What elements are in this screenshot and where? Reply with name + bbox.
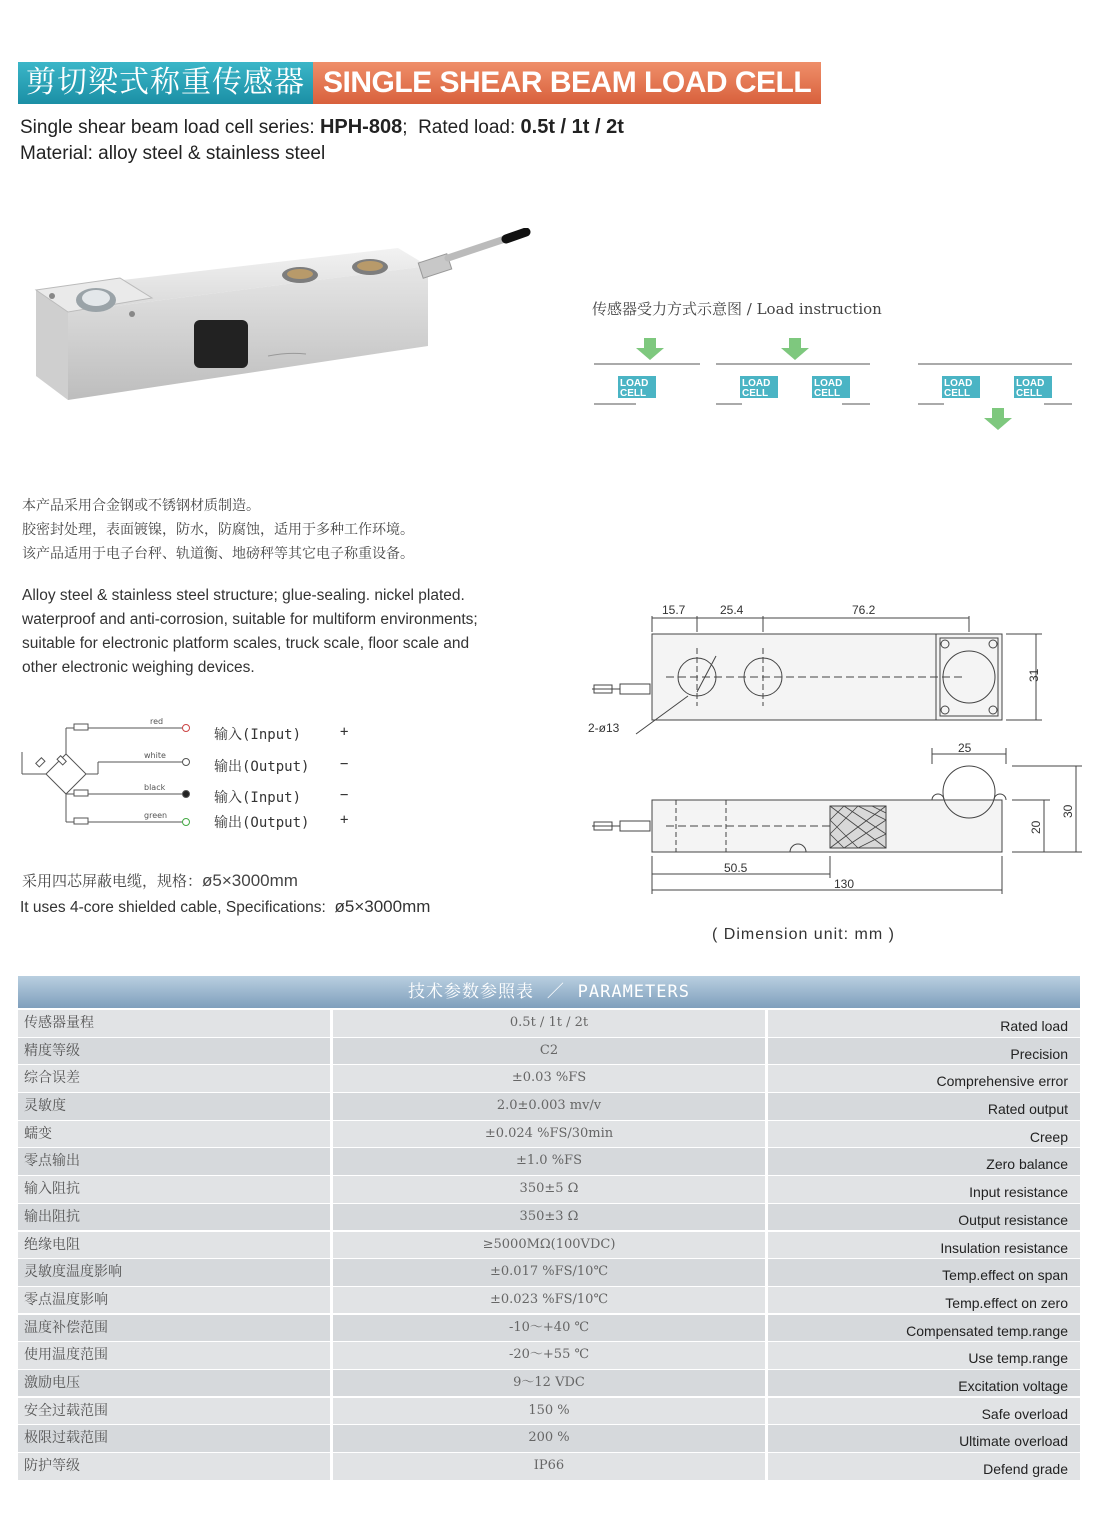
rated-value: 0.5t / 1t / 2t [520,116,624,138]
load-cell-label: LOAD [1016,378,1045,389]
load-arrow-icon [984,408,1012,430]
dimension-drawing [576,596,1088,898]
wire-label: 输入(Input) [214,727,302,743]
table-row: 精度等级 C2 Precision [18,1038,1080,1065]
table-row: 安全过载范围 150 % Safe overload [18,1398,1080,1425]
table-row: 输出阻抗 350±3 Ω Output resistance [18,1204,1080,1231]
product-photo [28,228,548,428]
table-row: 防护等级 IP66 Defend grade [18,1453,1080,1480]
load-cell-label: CELL [620,388,647,399]
dim-label: 15.7 [662,603,686,617]
table-row: 灵敏度 2.0±0.003 mv/v Rated output [18,1093,1080,1120]
title-cn: 剪切梁式称重传感器 [18,62,313,104]
load-arrow-icon [781,338,809,360]
table-row: 使用温度范围 -20～+55 ℃ Use temp.range [18,1342,1080,1369]
cable-en: It uses 4-core shielded cable, Specifications: ø5×3000mm [20,897,431,916]
wire-sign: + [340,724,349,740]
load-cell-label: CELL [814,388,841,399]
dim-label: 31 [1027,668,1041,682]
dim-label: 2-ø13 [588,721,620,735]
wire-color-label: green [144,811,168,820]
table-row: 绝缘电阻 ≥5000MΩ(100VDC) Insulation resistance [18,1232,1080,1259]
title-en: SINGLE SHEAR BEAM LOAD CELL [313,62,821,104]
load-cell-label: LOAD [944,378,973,389]
dim-label: 25 [958,741,972,755]
description-cn: 本产品采用合金钢或不锈钢材质制造。 胶密封处理，表面镀镍，防水，防腐蚀，适用于多种工作环境。 该产品适用于电子台秤、轨道衡、地磅秤等其它电子称重设备。 [22,498,414,562]
wire-color-label: black [144,783,166,792]
series-label: Single shear beam load cell series: [20,117,315,138]
table-row: 极限过载范围 200 % Ultimate overload [18,1425,1080,1452]
load-instruction-diagram [588,330,1088,440]
wire-color-label: white [144,751,166,760]
dimension-unit: ( Dimension unit: mm ) [712,926,895,943]
table-row: 输入阻抗 350±5 Ω Input resistance [18,1176,1080,1203]
material-line: Material: alloy steel & stainless steel [20,143,326,164]
table-row: 传感器量程 0.5t / 1t / 2t Rated load [18,1010,1080,1037]
load-cell-label: CELL [944,388,971,399]
series-sep: ; [402,117,408,138]
load-cell-label: LOAD [742,378,771,389]
table-row: 零点输出 ±1.0 %FS Zero balance [18,1148,1080,1175]
page-title [18,62,821,104]
dim-label: 76.2 [852,603,876,617]
load-arrow-icon [636,338,664,360]
wire-color-label: red [150,717,164,726]
series-line [20,116,624,139]
table-row: 蠕变 ±0.024 %FS/30min Creep [18,1121,1080,1148]
load-cell-label: LOAD [814,378,843,389]
dim-label: 130 [834,877,855,891]
dim-label: 25.4 [720,603,744,617]
load-cell-label: LOAD [620,378,649,389]
description-en: Alloy steel & stainless steel structure; glue-sealing. nickel plated. waterproof and anti-corrosion, suitable for multiform environments; suitable for electronic platform scales, truck scale, floor scale and other electronic weighing devices. [22,587,478,676]
table-row: 温度补偿范围 -10～+40 ℃ Compensated temp.range [18,1315,1080,1342]
table-row: 综合误差 ±0.03 %FS Comprehensive error [18,1065,1080,1092]
cable-cn: 采用四芯屏蔽电缆，规格：ø5×3000mm [22,871,298,890]
dim-label: 30 [1061,804,1075,818]
wire-sign: + [340,812,349,828]
rated-label: Rated load: [418,117,516,138]
wire-label: 输出(Output) [214,759,310,775]
table-row: 灵敏度温度影响 ±0.017 %FS/10℃ Temp.effect on span [18,1259,1080,1286]
load-cell-label: CELL [742,388,769,399]
dim-label: 50.5 [724,861,748,875]
wire-label: 输出(Output) [214,815,310,831]
dim-label: 20 [1029,820,1043,834]
parameters-table-header: 技术参数参照表 ／ PARAMETERS [18,976,1080,1008]
wire-sign: − [340,787,349,803]
series-value: HPH-808 [319,116,403,138]
parameters-table [18,1010,1080,1481]
load-cell-label: CELL [1016,388,1043,399]
wiring-bridge-diagram [18,712,198,836]
wire-label: 输入(Input) [214,790,302,806]
wire-sign: − [340,756,349,772]
table-row: 零点温度影响 ±0.023 %FS/10℃ Temp.effect on zero [18,1287,1080,1314]
load-instruction-title: 传感器受力方式示意图 / Load instruction [592,300,882,318]
table-row: 激励电压 9～12 VDC Excitation voltage [18,1370,1080,1397]
